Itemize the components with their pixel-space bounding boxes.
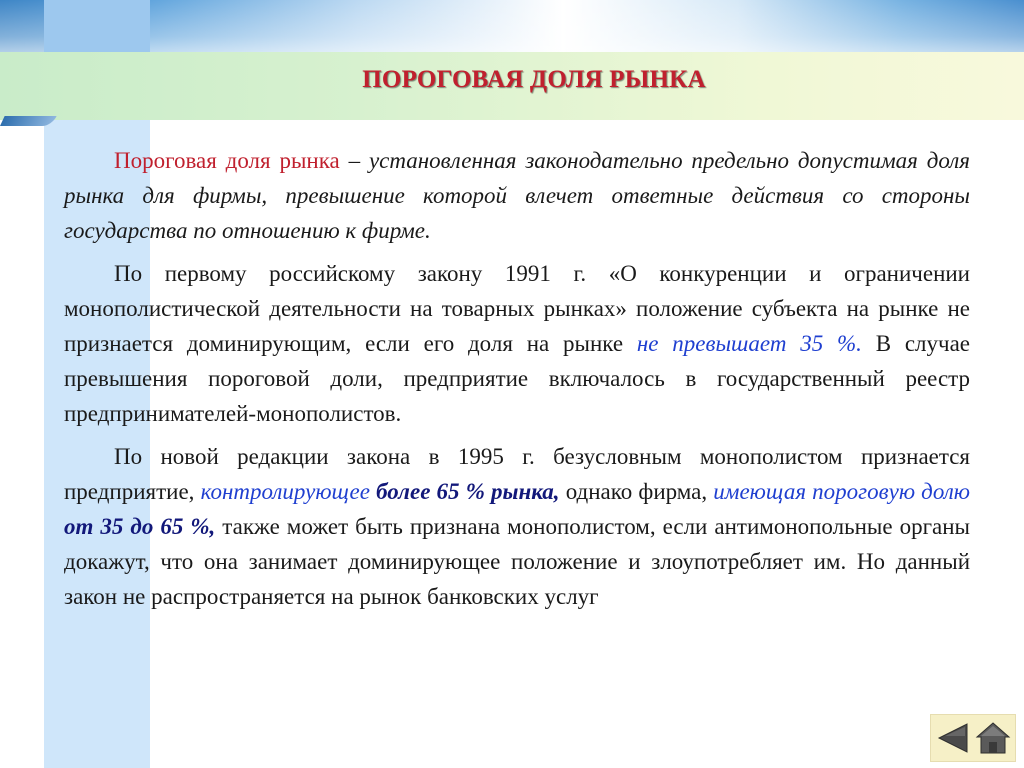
paragraph-law-1991 <box>64 256 970 431</box>
term-label: Пороговая доля рынка <box>114 148 340 173</box>
term-dash: – <box>339 148 369 173</box>
triangle-left-icon <box>935 721 971 755</box>
paragraph-definition <box>64 143 970 248</box>
law-1995-text-c: также может быть признана монополистом, если антимонопольные органы докажут, что она занимает доминирующее положение и злоупотребляет им. Но данный закон не распространяется на рынок банковских услуг <box>64 514 970 609</box>
header-gradient-strip <box>0 0 1024 52</box>
law-1995-text-a: По новой редакции закона в 1995 г. безусловным монополистом признается предприятие, <box>64 444 970 504</box>
header-sky-overlay <box>0 0 1024 52</box>
law-1991-text-b: В случае превышения пороговой доли, предприятие включалось в государственный реестр предпринимателей-монополистов. <box>64 331 970 426</box>
home-button[interactable] <box>975 721 1011 755</box>
left-band-top-accent <box>44 0 150 52</box>
controlling-highlight: контролирующее <box>200 479 370 504</box>
term-definition: установленная законодательно предельно допустимая доля рынка для фирмы, превышение которой влечет ответные действия со стороны государства по отношению к фирме. <box>64 148 970 243</box>
over-65-highlight: более 65 % рынка, <box>376 479 560 504</box>
threshold-35-highlight: не превышает 35 %. <box>636 331 862 356</box>
law-1991-text-a: По первому российскому закону 1991 г. «О конкуренции и ограничении монополистической деятельности на товарных рынках» положение субъекта на рынке не признается доминирующим, если его доля на рынке <box>64 261 970 356</box>
navigation-panel <box>930 714 1016 762</box>
slide-body <box>64 143 970 622</box>
paragraph-law-1995 <box>64 439 970 614</box>
house-icon <box>975 721 1011 755</box>
law-1995-text-b: однако фирма, <box>559 479 714 504</box>
slide-title: ПОРОГОВАЯ ДОЛЯ РЫНКА <box>362 66 706 93</box>
threshold-share-highlight: имеющая пороговую долю <box>713 479 970 504</box>
back-button[interactable] <box>935 721 971 755</box>
range-35-65-highlight: от 35 до 65 %, <box>64 514 216 539</box>
